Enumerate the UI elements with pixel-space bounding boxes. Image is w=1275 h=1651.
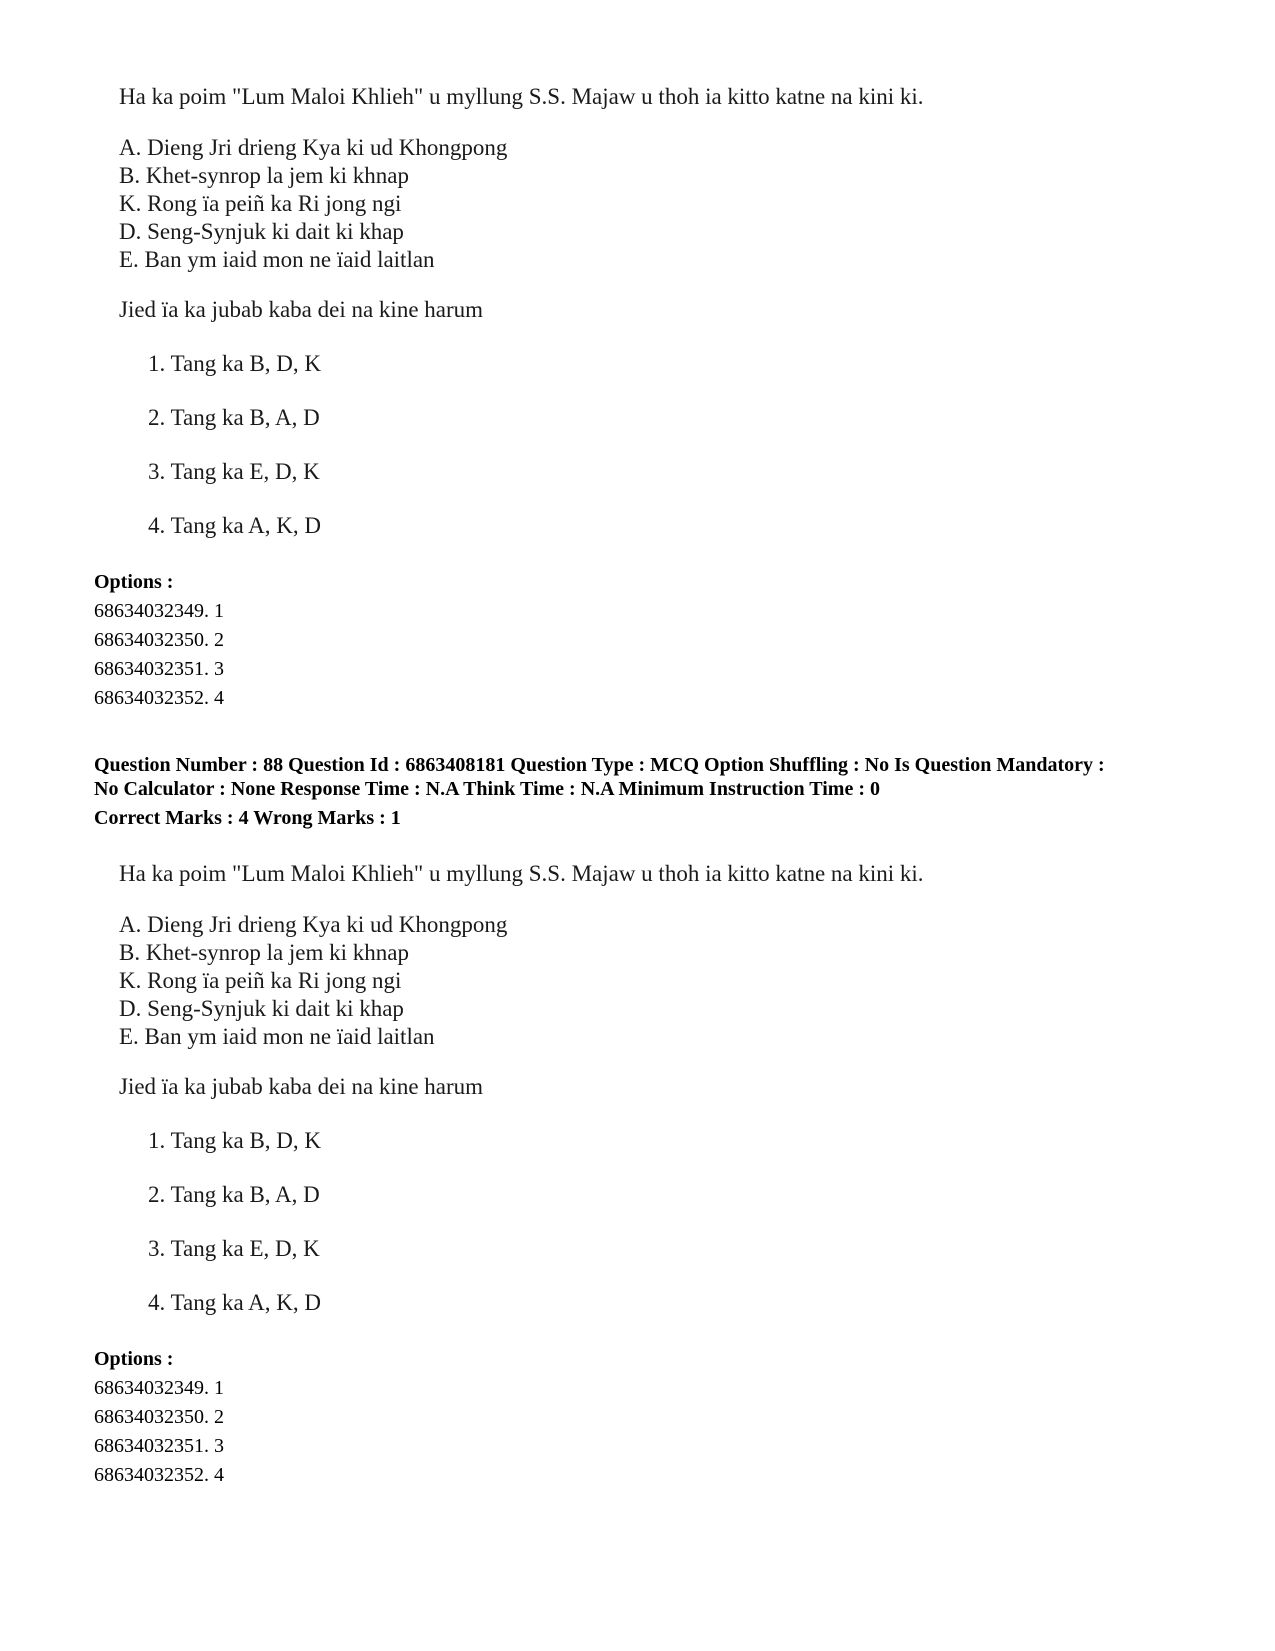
option-3: 68634032351. 3	[94, 1435, 224, 1457]
question-text: Ha ka poim "Lum Maloi Khlieh" u myllung S.S. Majaw u thoh ia kitto katne na kini ki.	[119, 861, 924, 886]
question-text: Ha ka poim "Lum Maloi Khlieh" u myllung S.S. Majaw u thoh ia kitto katne na kini ki.	[119, 84, 924, 109]
statement-d: D. Seng-Synjuk ki dait ki khap	[119, 219, 404, 244]
choice-2: 2. Tang ka B, A, D	[148, 405, 320, 430]
answer-prompt: Jied ïa ka jubab kaba dei na kine harum	[119, 1074, 484, 1099]
choice-1: 1. Tang ka B, D, K	[148, 351, 322, 376]
options-label: Options :	[94, 571, 174, 593]
option-2: 68634032350. 2	[94, 1406, 224, 1428]
statement-e: E. Ban ym iaid mon ne ïaid laitlan	[119, 247, 435, 272]
question-marks: Correct Marks : 4 Wrong Marks : 1	[94, 807, 401, 829]
question-meta-line2: No Calculator : None Response Time : N.A Think Time : N.A Minimum Instruction Time : 0	[94, 778, 880, 800]
statement-d: D. Seng-Synjuk ki dait ki khap	[119, 996, 404, 1021]
option-1: 68634032349. 1	[94, 1377, 224, 1399]
option-4: 68634032352. 4	[94, 687, 224, 709]
option-3: 68634032351. 3	[94, 658, 224, 680]
statement-a: A. Dieng Jri drieng Kya ki ud Khongpong	[119, 135, 508, 160]
statement-e: E. Ban ym iaid mon ne ïaid laitlan	[119, 1024, 435, 1049]
choice-3: 3. Tang ka E, D, K	[148, 1236, 320, 1261]
statement-k: K. Rong ïa peiñ ka Ri jong ngi	[119, 968, 402, 993]
statement-b: B. Khet-synrop la jem ki khnap	[119, 940, 410, 965]
statement-b: B. Khet-synrop la jem ki khnap	[119, 163, 410, 188]
option-2: 68634032350. 2	[94, 629, 224, 651]
choice-4: 4. Tang ka A, K, D	[148, 1290, 322, 1315]
option-4: 68634032352. 4	[94, 1464, 224, 1486]
statement-a: A. Dieng Jri drieng Kya ki ud Khongpong	[119, 912, 508, 937]
option-1: 68634032349. 1	[94, 600, 224, 622]
choice-1: 1. Tang ka B, D, K	[148, 1128, 322, 1153]
question-meta-line1: Question Number : 88 Question Id : 6863408181 Question Type : MCQ Option Shuffling : No Is Question Mandatory :	[94, 754, 1105, 776]
choice-4: 4. Tang ka A, K, D	[148, 513, 322, 538]
options-label: Options :	[94, 1348, 174, 1370]
choice-2: 2. Tang ka B, A, D	[148, 1182, 320, 1207]
choice-3: 3. Tang ka E, D, K	[148, 459, 320, 484]
answer-prompt: Jied ïa ka jubab kaba dei na kine harum	[119, 297, 484, 322]
statement-k: K. Rong ïa peiñ ka Ri jong ngi	[119, 191, 402, 216]
